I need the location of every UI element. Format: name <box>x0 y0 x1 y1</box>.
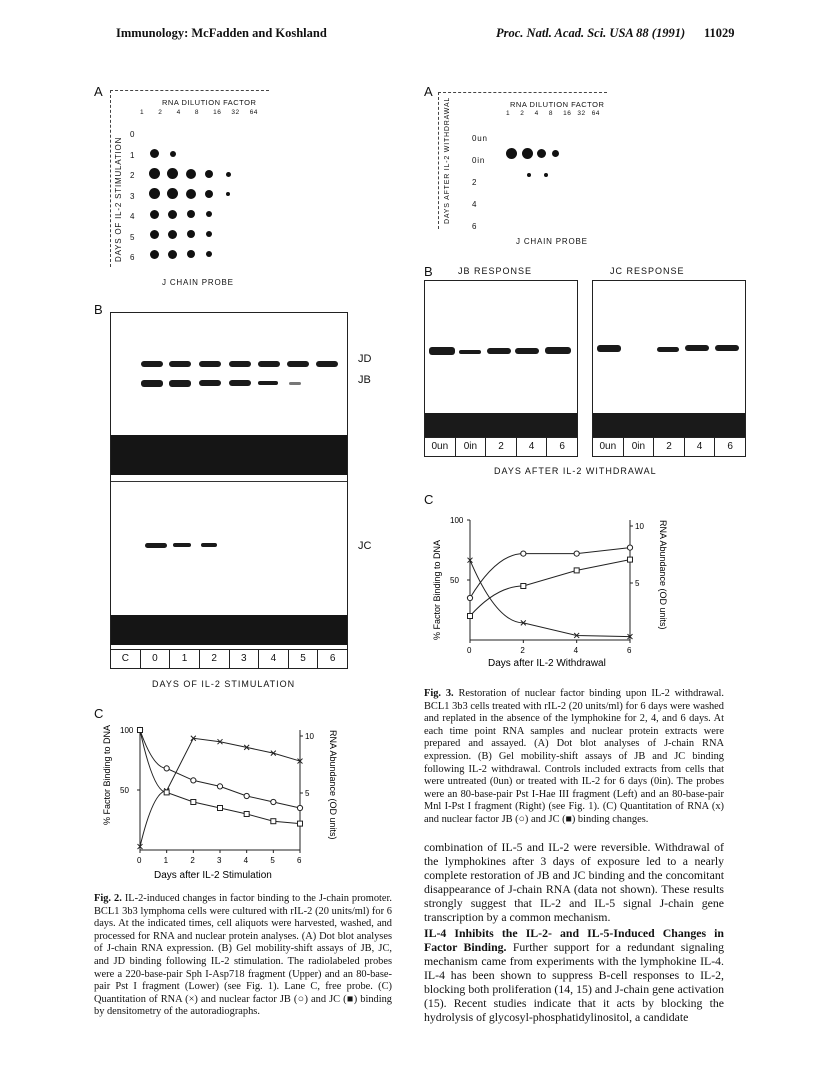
blot-dot <box>205 170 213 178</box>
lane-label: 0in <box>456 438 487 456</box>
fig2a-row-labels <box>130 125 135 269</box>
data-point-jc <box>164 790 169 795</box>
lane-label: 0in <box>624 438 655 456</box>
dilution-label: 32 <box>577 110 586 117</box>
lane-label: 2 <box>200 650 230 668</box>
blot-dot <box>226 172 231 177</box>
fig2-gel <box>110 312 348 650</box>
lane-label: 5 <box>289 650 319 668</box>
fig2-dot-blot <box>110 90 268 266</box>
gel-band <box>287 361 309 367</box>
gel-band <box>515 348 539 354</box>
fig3-lane-labels-jb <box>424 437 578 457</box>
lane-label: 2 <box>654 438 685 456</box>
gel-band <box>459 350 481 354</box>
blot-dot <box>167 188 178 199</box>
y-tick-label-right: 10 <box>305 732 314 741</box>
fig3-panel-a-label: A <box>424 84 433 99</box>
fig3-panel-b-label: B <box>424 264 433 279</box>
data-point-jb <box>244 793 249 798</box>
dilution-label: 64 <box>249 109 258 116</box>
x-tick-label: 1 <box>163 856 169 865</box>
fig3-panel-c-label: C <box>424 492 434 507</box>
data-point-jb <box>467 595 472 600</box>
fig2a-dilutions <box>140 109 268 116</box>
row-label: 6 <box>472 222 478 231</box>
fig3a-title: RNA DILUTION FACTOR <box>510 100 605 109</box>
fig2a-ylabel: DAYS OF IL-2 STIMULATION <box>114 136 123 262</box>
band-label-jb: JB <box>358 374 371 386</box>
fig3-gel-jb <box>424 280 578 438</box>
row-label: 4 <box>472 200 478 209</box>
data-point-jb <box>271 799 276 804</box>
band-label-jd: JD <box>358 353 372 365</box>
data-point-jc <box>628 557 633 562</box>
gel-band <box>169 361 191 367</box>
data-point-jc <box>298 821 303 826</box>
fig2-caption-label: Fig. 2. <box>94 893 122 904</box>
lane-label: 4 <box>259 650 289 668</box>
y-axis-label: % Factor Binding to DNA <box>432 539 442 640</box>
blot-dot <box>187 230 195 238</box>
fig3b-right-title: JC RESPONSE <box>610 266 685 276</box>
row-label: 2 <box>472 178 478 187</box>
blot-dot <box>205 190 213 198</box>
dilution-label: 32 <box>231 109 240 116</box>
blot-dot <box>167 168 178 179</box>
y-tick-label: 100 <box>450 516 464 525</box>
gel-band <box>229 361 251 367</box>
gel-band <box>316 361 338 367</box>
blot-dot <box>150 210 159 219</box>
fig3-caption-text: Restoration of nuclear factor binding upon IL-2 withdrawal. BCL1 3b3 cells treated with rIL-2 (20 units/ml) for 6 days were washed and replated in the absence of the lymphokine for 2, 4, and 6 days. At each time point RNA samples and nuclear protein extracts were prepared and assayed. (A) Dot blot analyses of J-chain RNA expression. (B) Gel mobility-shift assays of JB and JC binding following IL-2 withdrawal. Controls included extracts from cells that were untreated (0un) or treated with IL-2 for 6 days (0in). The probes were an 80-base-pair Pst I-Hae III fragment (Left) and an 80-base-pair Mnl I-Pst I fragment (Right) (see Fig. 1). (C) Quantitation of RNA (x) and nuclear factor JB (○) and JC (■) binding changes. <box>424 688 724 825</box>
gel-free-probe <box>425 413 577 437</box>
section-title: IL-4 Inhibits the IL-2- and IL-5-Induced Changes in Factor Binding. <box>424 926 724 954</box>
body-paragraph-1: combination of IL-5 and IL-2 were reversible. Withdrawal of the lymphokines after 3 days of exposure led to a nearly complete restoration of JB and JC binding and the concomitant disappearance of J-chain RNA (data not shown). These results strongly suggest that IL-2 and IL-5 signal J-chain gene transcription by a common mechanism. <box>424 840 724 924</box>
dilution-label: 2 <box>158 109 163 116</box>
y-tick-label: 50 <box>450 576 459 585</box>
fig3a-probe: J CHAIN PROBE <box>516 237 588 246</box>
gel-band <box>715 345 739 351</box>
y-axis-label-right: RNA Abundance (OD units) <box>658 520 668 630</box>
blot-dot <box>186 189 196 199</box>
gel-band <box>429 347 455 355</box>
x-tick-label: 4 <box>243 856 249 865</box>
blot-dot <box>537 149 546 158</box>
dilution-label: 8 <box>194 109 199 116</box>
row-label: 6 <box>130 253 136 262</box>
lane-label: C <box>111 650 141 668</box>
lane-label: 0 <box>141 650 171 668</box>
data-point-jc <box>138 728 143 733</box>
y-axis-label-right: RNA Abundance (OD units) <box>328 730 338 840</box>
gel-band <box>199 361 221 367</box>
blot-dot <box>527 173 531 177</box>
row-label: 5 <box>130 232 136 242</box>
fig2-panel-c-label: C <box>94 706 104 721</box>
x-tick-label: 0 <box>137 856 142 865</box>
blot-dot <box>206 251 212 257</box>
data-point-jc <box>468 614 473 619</box>
blot-dot <box>206 211 212 217</box>
data-point-jb <box>627 545 632 550</box>
y-axis-label: % Factor Binding to DNA <box>102 724 112 825</box>
gel-band <box>289 382 301 385</box>
fig3-gel-jc <box>592 280 746 438</box>
gel-band <box>487 348 511 354</box>
gel-band <box>545 347 571 354</box>
y-tick-label-right: 5 <box>635 579 640 588</box>
x-tick-label: 3 <box>217 856 222 865</box>
x-tick-label: 2 <box>520 646 525 655</box>
fig3a-row-labels <box>472 128 488 238</box>
gel-free-probe <box>111 615 347 645</box>
fig3-caption <box>424 688 724 827</box>
fig2b-xlabel: DAYS OF IL-2 STIMULATION <box>152 679 296 689</box>
gel-band <box>657 347 679 352</box>
x-tick-label: 6 <box>297 856 302 865</box>
blot-dot <box>150 149 159 158</box>
gel-band <box>141 361 163 367</box>
data-point-jb <box>521 551 526 556</box>
blot-dot <box>206 231 212 237</box>
blot-dot <box>150 250 159 259</box>
fig3-caption-label: Fig. 3. <box>424 688 454 699</box>
fig2-caption-text: IL-2-induced changes in factor binding to the J-chain promoter. BCL1 3b3 lymphoma cells were cultured with rIL-2 (20 units/ml) for 6 days. At the indicated times, cell aliquots were harvested, washed, and processed for RNA and nuclear protein analyses. (A) Dot blot analyses of J-chain RNA expression. (B) Gel mobility-shift assays of JB, JC, and JD binding following IL-2 stimulation. The radiolabeled probes were a 220-base-pair Sph I-Asp718 fragment (Upper) and an 80-base-pair Pst I fragment (Lower) (see Fig. 1). Lane C, free probe. (C) Quantitation of RNA (×) and nuclear factor JB (○) and JC (■) binding by densitometry of the autoradiographs. <box>94 893 393 1018</box>
x-tick-label: 2 <box>190 856 195 865</box>
x-tick-label: 4 <box>573 646 579 655</box>
row-label: 2 <box>130 171 136 180</box>
dilution-label: 8 <box>548 110 553 117</box>
fig2-lane-labels <box>110 649 348 669</box>
lane-label: 6 <box>727 441 733 452</box>
data-point-jb <box>297 805 302 810</box>
series-line <box>470 560 630 616</box>
fig2-caption <box>94 893 392 1019</box>
lane-label: 1 <box>170 650 200 668</box>
fig2a-probe: J CHAIN PROBE <box>162 278 234 287</box>
blot-dot <box>168 230 177 239</box>
data-point-jb <box>217 784 222 789</box>
gel-band <box>145 543 167 548</box>
body-paragraph-2: Further support for a redundant signaling mechanism came from experiments with the lymphokine IL-4. IL-4 has been shown to suppress B-cell responses to IL-2, blocking both proliferation (14, 15) and J-chain gene activation (15). Recent studies indicate that it acts by blocking the hydrolysis of glycosyl-phosphatidylinositol, a candidate <box>424 940 725 1024</box>
body-section <box>424 926 724 1024</box>
y-tick-label-right: 5 <box>305 789 310 798</box>
x-tick-label: 0 <box>467 646 472 655</box>
row-label: 1 <box>130 150 136 160</box>
series-line <box>470 548 630 598</box>
fig3b-left-title: JB RESPONSE <box>458 266 533 276</box>
blot-dot <box>150 230 159 239</box>
blot-dot <box>168 210 177 219</box>
lane-label: 0un <box>425 438 456 456</box>
fig3-lane-labels-jc <box>592 437 746 457</box>
blot-dot <box>186 169 196 179</box>
gel-band <box>199 380 221 386</box>
row-label: 0un <box>472 134 488 143</box>
fig2-panel-a-label: A <box>94 84 103 99</box>
row-label: 0 <box>130 130 136 139</box>
gel-band <box>685 345 709 351</box>
blot-dot <box>552 150 559 157</box>
fig2a-title: RNA DILUTION FACTOR <box>162 98 257 107</box>
blot-dot <box>149 168 160 179</box>
x-tick-label: 5 <box>270 856 275 865</box>
data-point-jc <box>574 568 579 573</box>
gel-free-probe <box>111 435 347 475</box>
lane-label: 4 <box>517 438 548 456</box>
data-point-jc <box>191 800 196 805</box>
series-line <box>470 560 630 636</box>
data-point-jb <box>164 766 169 771</box>
data-point-jc <box>521 584 526 589</box>
dilution-label: 4 <box>176 109 181 116</box>
x-axis-label: Days after IL-2 Stimulation <box>154 870 272 880</box>
gel-band <box>169 380 191 387</box>
lane-label: 4 <box>685 438 716 456</box>
gel-band <box>597 345 621 352</box>
data-point-jc <box>244 812 249 817</box>
x-tick-label: 6 <box>627 646 632 655</box>
lane-label: 0un <box>593 438 624 456</box>
dilution-label: 1 <box>140 109 145 116</box>
blot-dot <box>149 188 160 199</box>
row-label: 4 <box>130 212 136 221</box>
page-number: 11029 <box>704 26 735 40</box>
band-label-jc: JC <box>358 540 372 552</box>
dilution-label: 1 <box>506 110 511 117</box>
gel-band <box>229 380 251 386</box>
fig3c-chart <box>424 500 684 670</box>
data-point-jb <box>191 778 196 783</box>
blot-dot <box>544 173 548 177</box>
dilution-label: 2 <box>520 110 525 117</box>
fig3-dot-blot <box>438 92 606 231</box>
gel-band <box>173 543 191 547</box>
gel-band <box>258 381 278 385</box>
blot-dot <box>187 250 195 258</box>
lane-label: 3 <box>230 650 260 668</box>
dilution-label: 16 <box>563 110 572 117</box>
blot-dot <box>170 151 176 157</box>
running-head-left: Immunology: McFadden and Koshland <box>116 26 327 40</box>
gel-free-probe <box>593 413 745 437</box>
fig3a-ylabel: DAYS AFTER IL-2 WITHDRAWAL <box>444 96 451 224</box>
lane-label: 2 <box>486 438 517 456</box>
lane-label: 6 <box>559 441 565 452</box>
gel-band <box>258 361 280 367</box>
dilution-label: 64 <box>591 110 600 117</box>
fig2-panel-b-label: B <box>94 302 103 317</box>
fig3b-xlabel: DAYS AFTER IL-2 WITHDRAWAL <box>494 466 657 476</box>
blot-dot <box>187 210 195 218</box>
data-point-jc <box>218 806 223 811</box>
lane-label: 6 <box>329 653 336 664</box>
blot-dot <box>506 148 517 159</box>
dilution-label: 4 <box>534 110 539 117</box>
gel-band <box>201 543 217 547</box>
y-tick-label: 50 <box>120 786 129 795</box>
running-head-journal: Proc. Natl. Acad. Sci. USA 88 (1991) <box>496 26 686 40</box>
y-tick-label-right: 10 <box>635 522 644 531</box>
y-tick-label: 100 <box>120 726 134 735</box>
data-point-jc <box>271 819 276 824</box>
row-label: 3 <box>130 191 136 201</box>
fig2c-chart <box>94 710 354 880</box>
row-label: 0in <box>472 156 486 165</box>
gel-band <box>141 380 163 387</box>
dilution-label: 16 <box>213 109 222 116</box>
blot-dot <box>226 192 230 196</box>
blot-dot <box>168 250 177 259</box>
blot-dot <box>522 148 533 159</box>
data-point-jb <box>574 551 579 556</box>
x-axis-label: Days after IL-2 Withdrawal <box>488 658 606 669</box>
fig3a-dilutions <box>506 110 606 117</box>
